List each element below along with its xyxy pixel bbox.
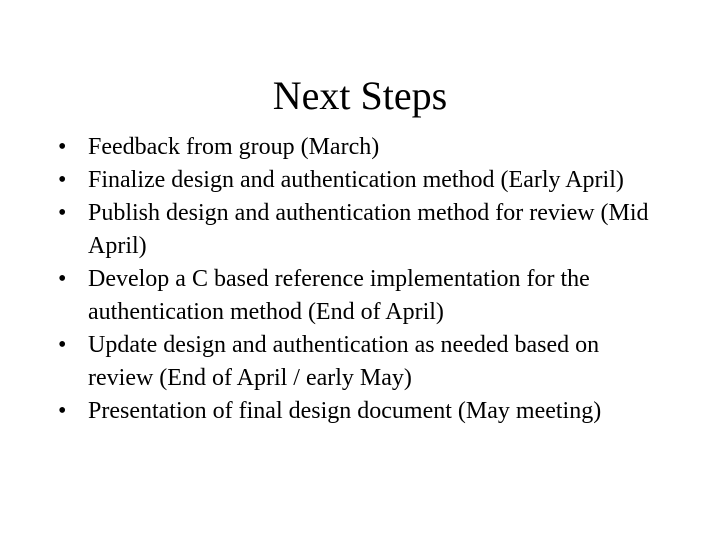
bullet-text: Update design and authentication as needed based on review (End of April / early May) — [88, 332, 600, 391]
slide-title: Next Steps — [272, 73, 448, 118]
bullet-list — [58, 131, 668, 428]
bullet-text: Publish design and authentication method for review (Mid April) — [88, 200, 649, 259]
bullet-text: Presentation of final design document (May meeting) — [88, 398, 602, 424]
bullet-item-1 — [58, 131, 668, 164]
bullet-item-6 — [58, 395, 668, 428]
bullet-item-2 — [58, 164, 668, 197]
bullet-item-5 — [58, 329, 668, 395]
bullet-item-3 — [58, 197, 668, 263]
bullet-icon: • — [58, 266, 67, 292]
bullet-text: Develop a C based reference implementation for the authentication method (End of April) — [88, 266, 590, 325]
bullet-icon: • — [58, 200, 67, 226]
bullet-icon: • — [58, 398, 67, 424]
bullet-icon: • — [58, 134, 67, 160]
bullet-text: Finalize design and authentication method (Early April) — [88, 167, 624, 193]
bullet-item-4 — [58, 263, 668, 329]
bullet-icon: • — [58, 332, 67, 358]
bullet-text: Feedback from group (March) — [88, 134, 380, 160]
bullet-icon: • — [58, 167, 67, 193]
